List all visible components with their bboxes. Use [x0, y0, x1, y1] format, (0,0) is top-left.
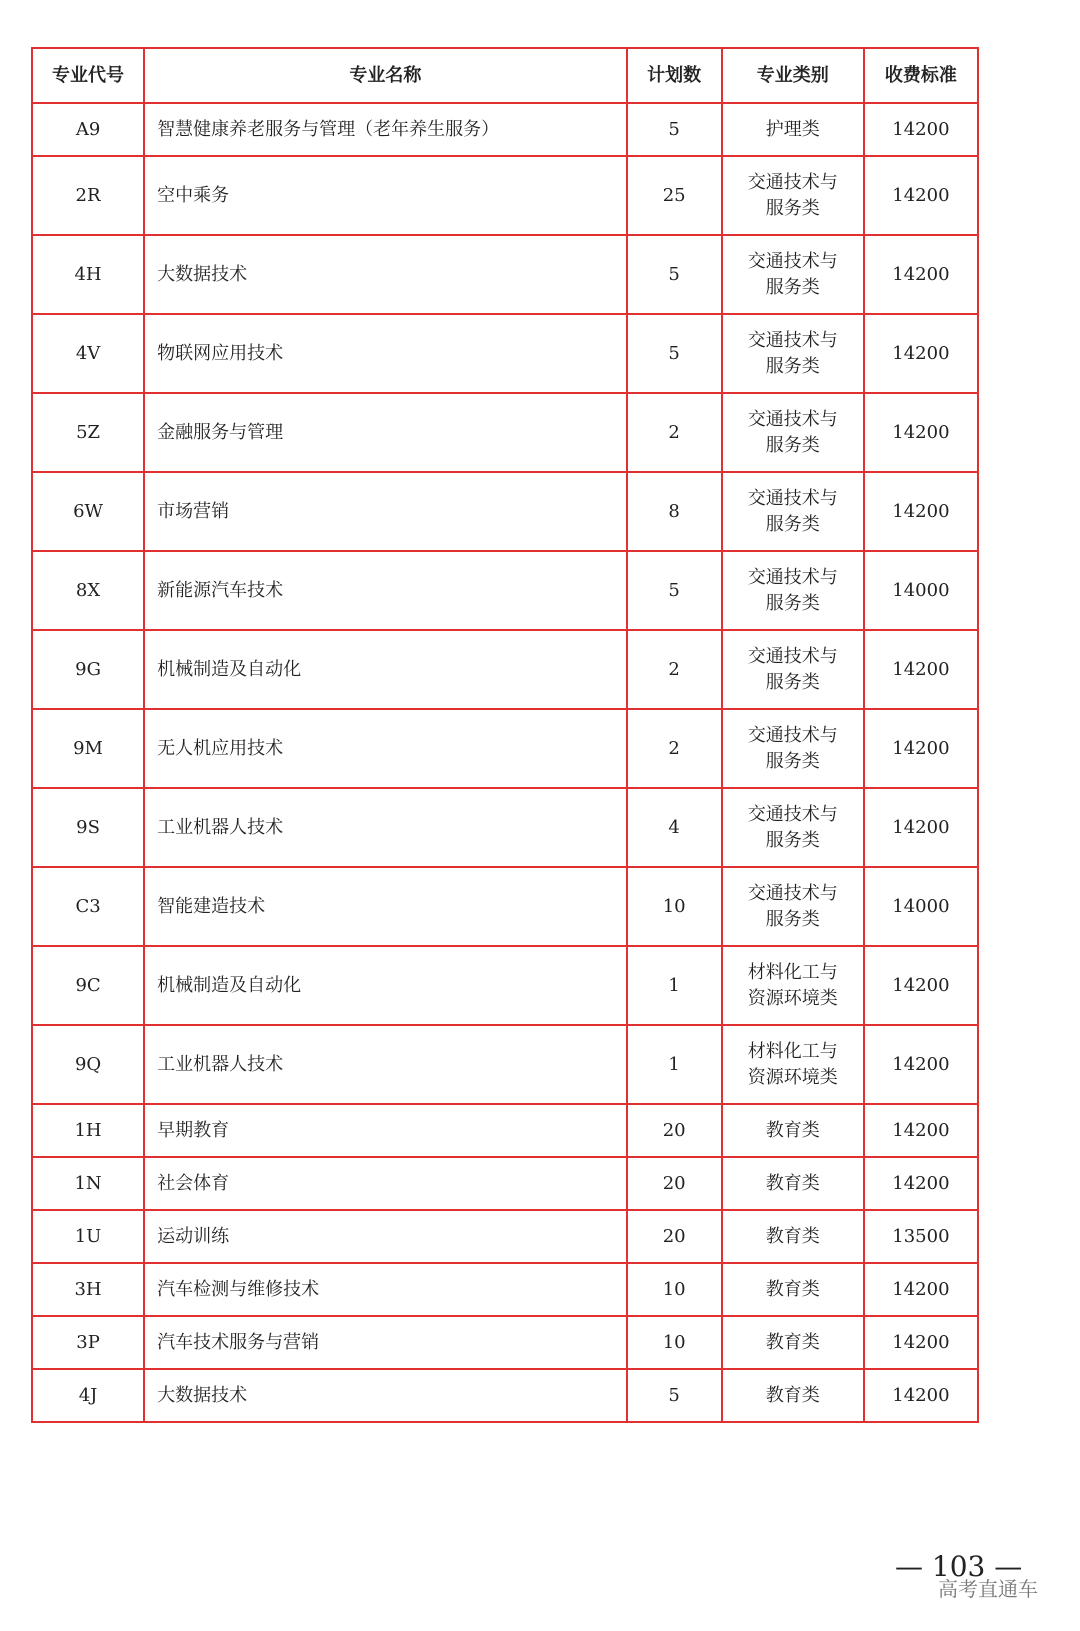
cell-fee: 14200	[864, 1157, 978, 1210]
table-header-row	[32, 48, 978, 103]
cell-category: 教育类	[722, 1263, 864, 1316]
cell-fee: 14200	[864, 393, 978, 472]
cell-name: 工业机器人技术	[144, 1025, 627, 1104]
table-row	[32, 946, 978, 1025]
table-row	[32, 1263, 978, 1316]
cell-name: 物联网应用技术	[144, 314, 627, 393]
header-plan: 计划数	[627, 48, 722, 103]
table-body	[32, 103, 978, 1422]
cell-name: 工业机器人技术	[144, 788, 627, 867]
cell-category: 交通技术与 服务类	[722, 630, 864, 709]
cell-fee: 14200	[864, 1104, 978, 1157]
cell-plan: 8	[627, 472, 722, 551]
cell-category: 交通技术与 服务类	[722, 709, 864, 788]
table-row	[32, 156, 978, 235]
cell-category: 教育类	[722, 1157, 864, 1210]
cell-code: 4J	[32, 1369, 144, 1422]
cell-plan: 2	[627, 709, 722, 788]
cell-category: 交通技术与 服务类	[722, 551, 864, 630]
cell-name: 早期教育	[144, 1104, 627, 1157]
cell-code: 9M	[32, 709, 144, 788]
cell-plan: 25	[627, 156, 722, 235]
cell-fee: 14000	[864, 867, 978, 946]
table-row	[32, 1157, 978, 1210]
cell-plan: 5	[627, 235, 722, 314]
cell-plan: 5	[627, 551, 722, 630]
cell-name: 大数据技术	[144, 235, 627, 314]
cell-plan: 10	[627, 867, 722, 946]
cell-plan: 1	[627, 946, 722, 1025]
cell-name: 智慧健康养老服务与管理（老年养生服务）	[144, 103, 627, 156]
cell-code: 3P	[32, 1316, 144, 1369]
cell-code: 1U	[32, 1210, 144, 1263]
cell-fee: 14200	[864, 946, 978, 1025]
cell-category: 护理类	[722, 103, 864, 156]
cell-plan: 5	[627, 103, 722, 156]
cell-fee: 14200	[864, 314, 978, 393]
cell-plan: 2	[627, 393, 722, 472]
table-row	[32, 788, 978, 867]
header-name: 专业名称	[144, 48, 627, 103]
cell-category: 材料化工与 资源环境类	[722, 1025, 864, 1104]
table-row	[32, 709, 978, 788]
table-row	[32, 472, 978, 551]
cell-name: 无人机应用技术	[144, 709, 627, 788]
cell-category: 交通技术与 服务类	[722, 156, 864, 235]
cell-code: 6W	[32, 472, 144, 551]
cell-fee: 14200	[864, 235, 978, 314]
cell-category: 教育类	[722, 1210, 864, 1263]
cell-plan: 5	[627, 1369, 722, 1422]
watermark: 高考直通车	[938, 1577, 1038, 1601]
cell-name: 汽车检测与维修技术	[144, 1263, 627, 1316]
cell-plan: 20	[627, 1157, 722, 1210]
cell-name: 社会体育	[144, 1157, 627, 1210]
cell-name: 新能源汽车技术	[144, 551, 627, 630]
cell-name: 机械制造及自动化	[144, 630, 627, 709]
cell-plan: 4	[627, 788, 722, 867]
cell-code: 9C	[32, 946, 144, 1025]
cell-name: 市场营销	[144, 472, 627, 551]
cell-code: 4V	[32, 314, 144, 393]
cell-name: 空中乘务	[144, 156, 627, 235]
cell-fee: 14200	[864, 1316, 978, 1369]
cell-name: 机械制造及自动化	[144, 946, 627, 1025]
cell-code: 1N	[32, 1157, 144, 1210]
cell-fee: 14200	[864, 630, 978, 709]
cell-name: 运动训练	[144, 1210, 627, 1263]
cell-code: 4H	[32, 235, 144, 314]
enrollment-plan-table	[31, 47, 979, 1423]
table-row	[32, 103, 978, 156]
table-row	[32, 393, 978, 472]
table-row	[32, 630, 978, 709]
cell-fee: 14200	[864, 1369, 978, 1422]
cell-plan: 1	[627, 1025, 722, 1104]
table-row	[32, 1025, 978, 1104]
cell-code: 9Q	[32, 1025, 144, 1104]
table-row	[32, 314, 978, 393]
cell-fee: 14200	[864, 788, 978, 867]
cell-name: 智能建造技术	[144, 867, 627, 946]
cell-fee: 14200	[864, 1263, 978, 1316]
cell-category: 教育类	[722, 1369, 864, 1422]
cell-fee: 13500	[864, 1210, 978, 1263]
table-row	[32, 1316, 978, 1369]
cell-fee: 14200	[864, 156, 978, 235]
cell-category: 交通技术与 服务类	[722, 235, 864, 314]
cell-category: 交通技术与 服务类	[722, 314, 864, 393]
cell-category: 材料化工与 资源环境类	[722, 946, 864, 1025]
table-row	[32, 235, 978, 314]
header-code: 专业代号	[32, 48, 144, 103]
cell-category: 交通技术与 服务类	[722, 393, 864, 472]
cell-name: 汽车技术服务与营销	[144, 1316, 627, 1369]
cell-fee: 14200	[864, 1025, 978, 1104]
cell-fee: 14200	[864, 472, 978, 551]
table-row	[32, 1210, 978, 1263]
cell-name: 金融服务与管理	[144, 393, 627, 472]
table-row	[32, 1369, 978, 1422]
cell-category: 交通技术与 服务类	[722, 472, 864, 551]
cell-category: 交通技术与 服务类	[722, 788, 864, 867]
cell-plan: 20	[627, 1210, 722, 1263]
table-row	[32, 867, 978, 946]
cell-fee: 14000	[864, 551, 978, 630]
header-fee: 收费标准	[864, 48, 978, 103]
cell-name: 大数据技术	[144, 1369, 627, 1422]
cell-category: 教育类	[722, 1104, 864, 1157]
cell-plan: 10	[627, 1263, 722, 1316]
cell-code: 3H	[32, 1263, 144, 1316]
cell-plan: 5	[627, 314, 722, 393]
cell-plan: 20	[627, 1104, 722, 1157]
cell-category: 交通技术与 服务类	[722, 867, 864, 946]
cell-code: 9S	[32, 788, 144, 867]
table-row	[32, 551, 978, 630]
table-row	[32, 1104, 978, 1157]
cell-code: 8X	[32, 551, 144, 630]
cell-code: 9G	[32, 630, 144, 709]
cell-code: A9	[32, 103, 144, 156]
cell-plan: 2	[627, 630, 722, 709]
cell-code: 5Z	[32, 393, 144, 472]
cell-plan: 10	[627, 1316, 722, 1369]
cell-code: 1H	[32, 1104, 144, 1157]
cell-fee: 14200	[864, 103, 978, 156]
header-category: 专业类别	[722, 48, 864, 103]
cell-fee: 14200	[864, 709, 978, 788]
page-number: — 103 —	[895, 1550, 1023, 1583]
cell-category: 教育类	[722, 1316, 864, 1369]
cell-code: 2R	[32, 156, 144, 235]
cell-code: C3	[32, 867, 144, 946]
